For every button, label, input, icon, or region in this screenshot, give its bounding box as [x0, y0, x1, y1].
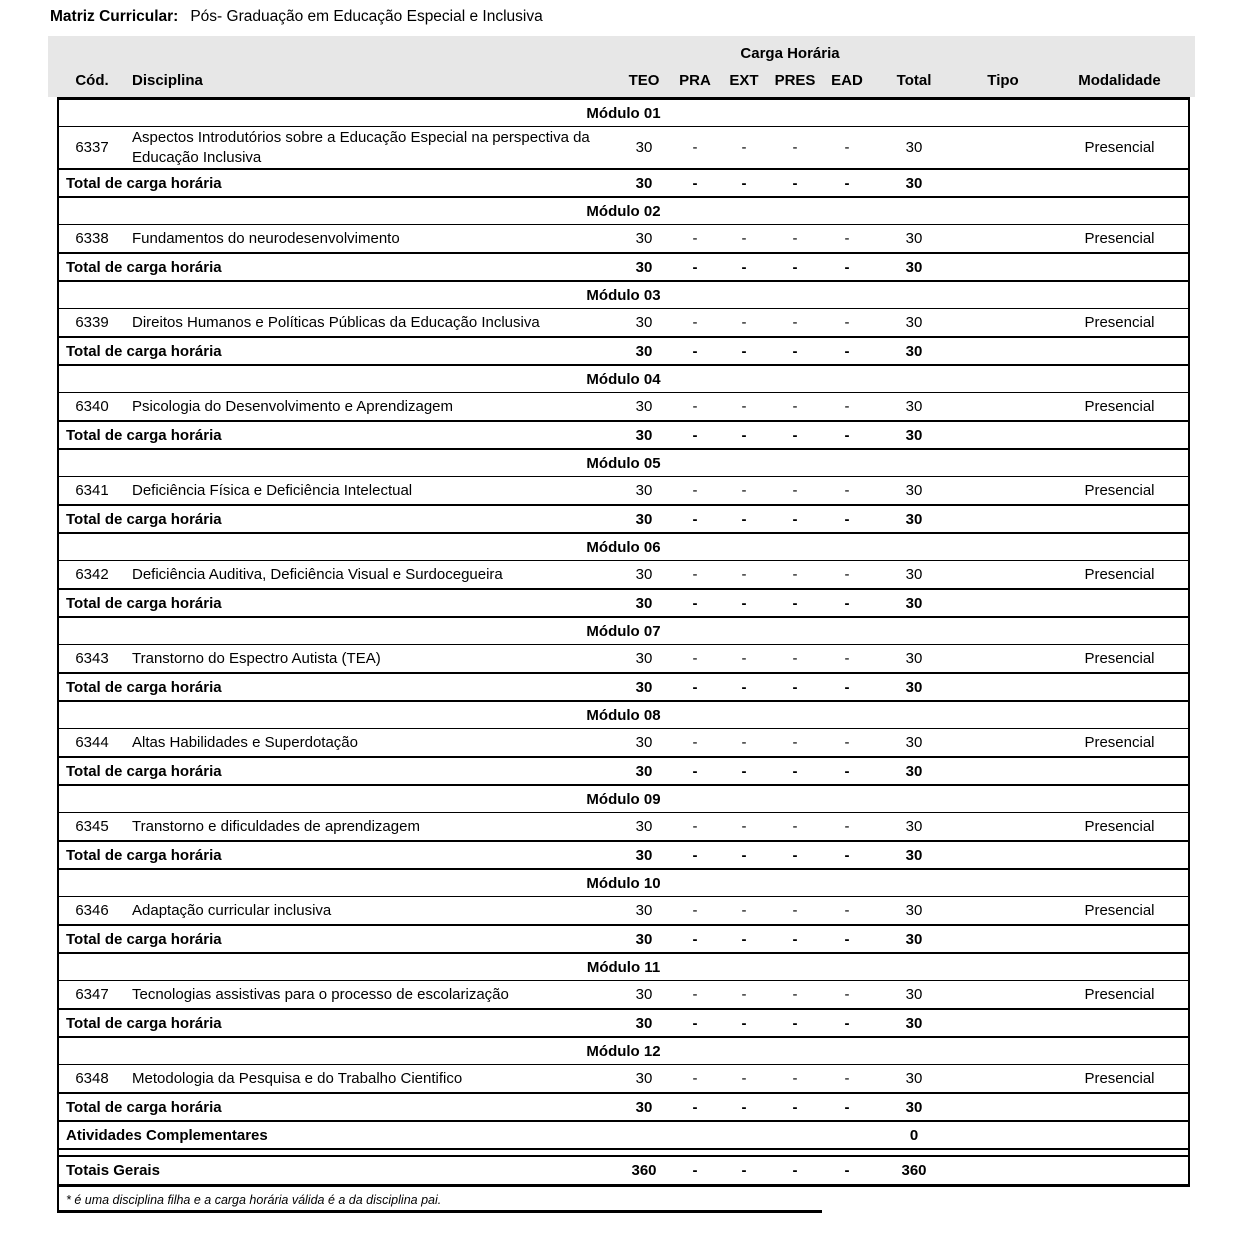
module-total-row	[59, 590, 1188, 618]
ext-cell: -	[741, 398, 747, 415]
pres-cell: -	[792, 902, 798, 919]
total-pra-cell: -	[692, 510, 698, 528]
teo-cell: 30	[635, 734, 653, 751]
ext-cell: -	[741, 230, 747, 247]
module-header-row	[59, 1038, 1188, 1065]
discipline-row	[59, 981, 1188, 1010]
module-total-row	[59, 674, 1188, 702]
total-ext-cell: -	[741, 930, 747, 948]
module-header-row	[59, 282, 1188, 309]
discipline-name-cell: Transtorno do Espectro Autista (TEA)	[132, 649, 381, 667]
module-total-row	[59, 926, 1188, 954]
ext-cell: -	[741, 314, 747, 331]
total-teo-cell: 30	[635, 1098, 653, 1116]
total-pres-cell: -	[792, 762, 798, 780]
title-value: Pós- Graduação em Educação Especial e Inclusiva	[190, 8, 543, 25]
total-ead-cell: -	[844, 1014, 850, 1032]
pres-cell: -	[792, 139, 798, 156]
total-total-cell: 30	[905, 846, 923, 864]
total-ead-cell: -	[844, 762, 850, 780]
total-total-cell: 30	[905, 258, 923, 276]
ext-cell: -	[741, 650, 747, 667]
module-total-row	[59, 758, 1188, 786]
module-total-label: Total de carga horária	[66, 426, 222, 444]
module-total-row	[59, 422, 1188, 450]
ead-cell: -	[844, 650, 850, 667]
total-ead-cell: -	[844, 678, 850, 696]
pra-cell: -	[692, 986, 698, 1003]
total-ext-cell: -	[741, 174, 747, 192]
total-teo-cell: 30	[635, 342, 653, 360]
ead-cell: -	[844, 139, 850, 156]
pra-cell: -	[692, 398, 698, 415]
module-total-label: Total de carga horária	[66, 762, 222, 780]
discipline-row	[59, 729, 1188, 758]
discipline-code-cell: 6341	[75, 482, 109, 499]
total-cell: 30	[905, 139, 923, 156]
module-total-row	[59, 842, 1188, 870]
module-header-row	[59, 702, 1188, 729]
total-pra-cell: -	[692, 258, 698, 276]
discipline-row	[59, 127, 1188, 170]
module-name: Módulo 05	[586, 454, 661, 472]
module-header-row	[59, 954, 1188, 981]
teo-cell: 30	[635, 314, 653, 331]
total-ext-cell: -	[741, 258, 747, 276]
total-total-cell: 30	[905, 762, 923, 780]
module-header-row	[59, 618, 1188, 645]
total-pres-cell: -	[792, 678, 798, 696]
modalidade-cell: Presencial	[1084, 139, 1155, 156]
footnote-box	[57, 1187, 1190, 1213]
module-total-row	[59, 338, 1188, 366]
discipline-code-cell: 6340	[75, 398, 109, 415]
totais-ext-cell: -	[741, 1162, 747, 1179]
total-pres-cell: -	[792, 846, 798, 864]
pra-cell: -	[692, 818, 698, 835]
column-header-modalidade: Modalidade	[1078, 72, 1161, 89]
module-header-row	[59, 450, 1188, 477]
modalidade-cell: Presencial	[1084, 482, 1155, 499]
total-teo-cell: 30	[635, 762, 653, 780]
total-pra-cell: -	[692, 1014, 698, 1032]
total-ext-cell: -	[741, 426, 747, 444]
total-ead-cell: -	[844, 258, 850, 276]
module-total-label: Total de carga horária	[66, 678, 222, 696]
modalidade-cell: Presencial	[1084, 818, 1155, 835]
module-name: Módulo 02	[586, 202, 661, 220]
modalidade-cell: Presencial	[1084, 650, 1155, 667]
total-ead-cell: -	[844, 930, 850, 948]
total-teo-cell: 30	[635, 846, 653, 864]
module-header-row	[59, 198, 1188, 225]
module-total-label: Total de carga horária	[66, 846, 222, 864]
total-teo-cell: 30	[635, 258, 653, 276]
column-header-total: Total	[896, 72, 932, 89]
discipline-row	[59, 897, 1188, 926]
module-name: Módulo 01	[586, 104, 661, 122]
total-pres-cell: -	[792, 342, 798, 360]
module-name: Módulo 03	[586, 286, 661, 304]
total-teo-cell: 30	[635, 174, 653, 192]
total-pra-cell: -	[692, 678, 698, 696]
module-total-label: Total de carga horária	[66, 594, 222, 612]
pres-cell: -	[792, 986, 798, 1003]
pra-cell: -	[692, 139, 698, 156]
total-cell: 30	[905, 902, 923, 919]
module-header-row	[59, 534, 1188, 561]
modalidade-cell: Presencial	[1084, 398, 1155, 415]
total-pra-cell: -	[692, 174, 698, 192]
column-header-tipo: Tipo	[987, 72, 1019, 89]
teo-cell: 30	[635, 986, 653, 1003]
total-ead-cell: -	[844, 342, 850, 360]
module-name: Módulo 06	[586, 538, 661, 556]
total-cell: 30	[905, 314, 923, 331]
ext-cell: -	[741, 986, 747, 1003]
pres-cell: -	[792, 230, 798, 247]
ead-cell: -	[844, 230, 850, 247]
modalidade-cell: Presencial	[1084, 314, 1155, 331]
total-ead-cell: -	[844, 510, 850, 528]
pra-cell: -	[692, 566, 698, 583]
module-total-row	[59, 170, 1188, 198]
total-total-cell: 30	[905, 1014, 923, 1032]
pra-cell: -	[692, 314, 698, 331]
module-name: Módulo 11	[586, 958, 661, 976]
ead-cell: -	[844, 734, 850, 751]
column-header-teo: TEO	[628, 72, 660, 89]
total-total-cell: 30	[905, 342, 923, 360]
total-pra-cell: -	[692, 930, 698, 948]
total-pres-cell: -	[792, 1098, 798, 1116]
discipline-row	[59, 1065, 1188, 1094]
pres-cell: -	[792, 818, 798, 835]
ead-cell: -	[844, 314, 850, 331]
totais-pres-cell: -	[792, 1162, 798, 1179]
discipline-name-cell: Adaptação curricular inclusiva	[132, 901, 332, 919]
pra-cell: -	[692, 1070, 698, 1087]
discipline-name-cell: Psicologia do Desenvolvimento e Aprendizagem	[132, 397, 454, 415]
pra-cell: -	[692, 734, 698, 751]
total-teo-cell: 30	[635, 678, 653, 696]
ead-cell: -	[844, 1070, 850, 1087]
total-cell: 30	[905, 482, 923, 499]
teo-cell: 30	[635, 650, 653, 667]
discipline-code-cell: 6348	[75, 1070, 109, 1087]
column-header-row	[59, 72, 1188, 89]
discipline-row	[59, 561, 1188, 590]
modalidade-cell: Presencial	[1084, 986, 1155, 1003]
teo-cell: 30	[635, 818, 653, 835]
discipline-name-cell: Fundamentos do neurodesenvolvimento	[132, 229, 400, 247]
module-header-row	[59, 366, 1188, 393]
column-header-disciplina: Disciplina	[132, 72, 203, 89]
discipline-code-cell: 6342	[75, 566, 109, 583]
ext-cell: -	[741, 482, 747, 499]
discipline-code-cell: 6344	[75, 734, 109, 751]
discipline-code-cell: 6337	[75, 139, 109, 156]
page-title	[50, 8, 543, 26]
discipline-name-cell: Tecnologias assistivas para o processo de escolarização	[132, 985, 509, 1003]
modalidade-cell: Presencial	[1084, 734, 1155, 751]
discipline-row	[59, 813, 1188, 842]
table-header	[48, 36, 1195, 97]
total-total-cell: 30	[905, 594, 923, 612]
total-cell: 30	[905, 398, 923, 415]
modalidade-cell: Presencial	[1084, 1070, 1155, 1087]
discipline-name-cell: Direitos Humanos e Políticas Públicas da Educação Inclusiva	[132, 313, 540, 331]
module-name: Módulo 09	[586, 790, 661, 808]
total-total-cell: 30	[905, 426, 923, 444]
total-teo-cell: 30	[635, 1014, 653, 1032]
total-pra-cell: -	[692, 846, 698, 864]
total-total-cell: 30	[905, 1098, 923, 1116]
total-ext-cell: -	[741, 762, 747, 780]
column-header-pres: PRES	[774, 72, 816, 89]
total-total-cell: 30	[905, 174, 923, 192]
teo-cell: 30	[635, 230, 653, 247]
ead-cell: -	[844, 566, 850, 583]
total-cell: 30	[905, 986, 923, 1003]
total-cell: 30	[905, 650, 923, 667]
discipline-name-cell: Transtorno e dificuldades de aprendizagem	[132, 817, 420, 835]
total-teo-cell: 30	[635, 510, 653, 528]
module-total-row	[59, 1094, 1188, 1122]
discipline-code-cell: 6338	[75, 230, 109, 247]
ead-cell: -	[844, 482, 850, 499]
discipline-row	[59, 645, 1188, 674]
column-header-ead: EAD	[831, 72, 863, 89]
total-teo-cell: 30	[635, 426, 653, 444]
module-header-row	[59, 100, 1188, 127]
discipline-code-cell: 6339	[75, 314, 109, 331]
discipline-row	[59, 225, 1188, 254]
title-label: Matriz Curricular:	[50, 8, 179, 25]
total-ead-cell: -	[844, 846, 850, 864]
column-header-cod: Cód.	[75, 72, 109, 89]
spacer-row	[59, 1150, 1188, 1157]
ead-cell: -	[844, 818, 850, 835]
modalidade-cell: Presencial	[1084, 230, 1155, 247]
pres-cell: -	[792, 566, 798, 583]
module-name: Módulo 10	[586, 874, 661, 892]
module-header-row	[59, 786, 1188, 813]
discipline-code-cell: 6345	[75, 818, 109, 835]
ext-cell: -	[741, 734, 747, 751]
total-pra-cell: -	[692, 594, 698, 612]
pres-cell: -	[792, 1070, 798, 1087]
ext-cell: -	[741, 139, 747, 156]
ext-cell: -	[741, 902, 747, 919]
totais-total-cell: 360	[901, 1162, 927, 1179]
discipline-name-cell: Altas Habilidades e Superdotação	[132, 733, 358, 751]
discipline-name-cell: Deficiência Auditiva, Deficiência Visual e Surdocegueira	[132, 565, 503, 583]
module-name: Módulo 07	[586, 622, 661, 640]
pres-cell: -	[792, 482, 798, 499]
total-cell: 30	[905, 230, 923, 247]
total-cell: 30	[905, 734, 923, 751]
total-total-cell: 30	[905, 678, 923, 696]
curriculum-table	[57, 97, 1190, 1187]
module-total-row	[59, 1010, 1188, 1038]
teo-cell: 30	[635, 139, 653, 156]
total-pra-cell: -	[692, 1098, 698, 1116]
total-pres-cell: -	[792, 174, 798, 192]
discipline-code-cell: 6346	[75, 902, 109, 919]
module-total-label: Total de carga horária	[66, 174, 222, 192]
total-ext-cell: -	[741, 1014, 747, 1032]
pres-cell: -	[792, 650, 798, 667]
column-header-pra: PRA	[679, 72, 711, 89]
total-pres-cell: -	[792, 1014, 798, 1032]
column-header-ext: EXT	[729, 72, 759, 89]
pres-cell: -	[792, 734, 798, 751]
module-name: Módulo 04	[586, 370, 661, 388]
total-pres-cell: -	[792, 258, 798, 276]
total-ead-cell: -	[844, 174, 850, 192]
total-pres-cell: -	[792, 426, 798, 444]
pra-cell: -	[692, 230, 698, 247]
module-total-label: Total de carga horária	[66, 1098, 222, 1116]
module-total-label: Total de carga horária	[66, 1014, 222, 1032]
discipline-code-cell: 6347	[75, 986, 109, 1003]
total-ead-cell: -	[844, 594, 850, 612]
discipline-row	[59, 477, 1188, 506]
total-pra-cell: -	[692, 342, 698, 360]
pres-cell: -	[792, 314, 798, 331]
pra-cell: -	[692, 902, 698, 919]
total-pres-cell: -	[792, 510, 798, 528]
total-ext-cell: -	[741, 1098, 747, 1116]
total-ead-cell: -	[844, 1098, 850, 1116]
total-total-cell: 30	[905, 510, 923, 528]
module-total-row	[59, 506, 1188, 534]
totais-gerais-row	[59, 1157, 1188, 1187]
modalidade-cell: Presencial	[1084, 902, 1155, 919]
total-pra-cell: -	[692, 426, 698, 444]
module-total-label: Total de carga horária	[66, 258, 222, 276]
discipline-row	[59, 309, 1188, 338]
discipline-row	[59, 393, 1188, 422]
module-total-label: Total de carga horária	[66, 342, 222, 360]
teo-cell: 30	[635, 482, 653, 499]
ead-cell: -	[844, 398, 850, 415]
total-pra-cell: -	[692, 762, 698, 780]
module-total-row	[59, 254, 1188, 282]
discipline-code-cell: 6343	[75, 650, 109, 667]
pres-cell: -	[792, 398, 798, 415]
total-total-cell: 30	[905, 930, 923, 948]
ext-cell: -	[741, 818, 747, 835]
total-pres-cell: -	[792, 930, 798, 948]
module-total-label: Total de carga horária	[66, 510, 222, 528]
teo-cell: 30	[635, 902, 653, 919]
teo-cell: 30	[635, 1070, 653, 1087]
totais-teo-cell: 360	[631, 1162, 657, 1179]
discipline-name-cell: Aspectos Introdutórios sobre a Educação Especial na perspectiva da Educação Inclusiva	[132, 128, 590, 166]
ext-cell: -	[741, 566, 747, 583]
ext-cell: -	[741, 1070, 747, 1087]
total-cell: 30	[905, 818, 923, 835]
ead-cell: -	[844, 902, 850, 919]
totais-ead-cell: -	[844, 1162, 850, 1179]
teo-cell: 30	[635, 398, 653, 415]
atividades-complementares-row	[59, 1122, 1188, 1150]
total-ead-cell: -	[844, 426, 850, 444]
column-group-carga-horaria: Carga Horária	[740, 45, 840, 62]
ead-cell: -	[844, 986, 850, 1003]
pra-cell: -	[692, 650, 698, 667]
modalidade-cell: Presencial	[1084, 566, 1155, 583]
module-total-label: Total de carga horária	[66, 930, 222, 948]
total-teo-cell: 30	[635, 594, 653, 612]
total-cell: 30	[905, 1070, 923, 1087]
total-pres-cell: -	[792, 594, 798, 612]
total-ext-cell: -	[741, 510, 747, 528]
teo-cell: 30	[635, 566, 653, 583]
module-header-row	[59, 870, 1188, 897]
discipline-name-cell: Deficiência Física e Deficiência Intelectual	[132, 481, 413, 499]
totais-pra-cell: -	[692, 1162, 698, 1179]
total-ext-cell: -	[741, 342, 747, 360]
pra-cell: -	[692, 482, 698, 499]
total-ext-cell: -	[741, 846, 747, 864]
total-cell: 30	[905, 566, 923, 583]
total-ext-cell: -	[741, 678, 747, 696]
module-name: Módulo 08	[586, 706, 661, 724]
total-teo-cell: 30	[635, 930, 653, 948]
footnote-text: * é uma disciplina filha e a carga horária válida é a da disciplina pai.	[66, 1193, 442, 1207]
atividades-label: Atividades Complementares	[66, 1126, 268, 1144]
discipline-name-cell: Metodologia da Pesquisa e do Trabalho Cientifico	[132, 1069, 463, 1087]
module-name: Módulo 12	[586, 1042, 661, 1060]
total-ext-cell: -	[741, 594, 747, 612]
totais-gerais-label: Totais Gerais	[66, 1162, 160, 1179]
atividades-total-cell: 0	[909, 1126, 919, 1144]
